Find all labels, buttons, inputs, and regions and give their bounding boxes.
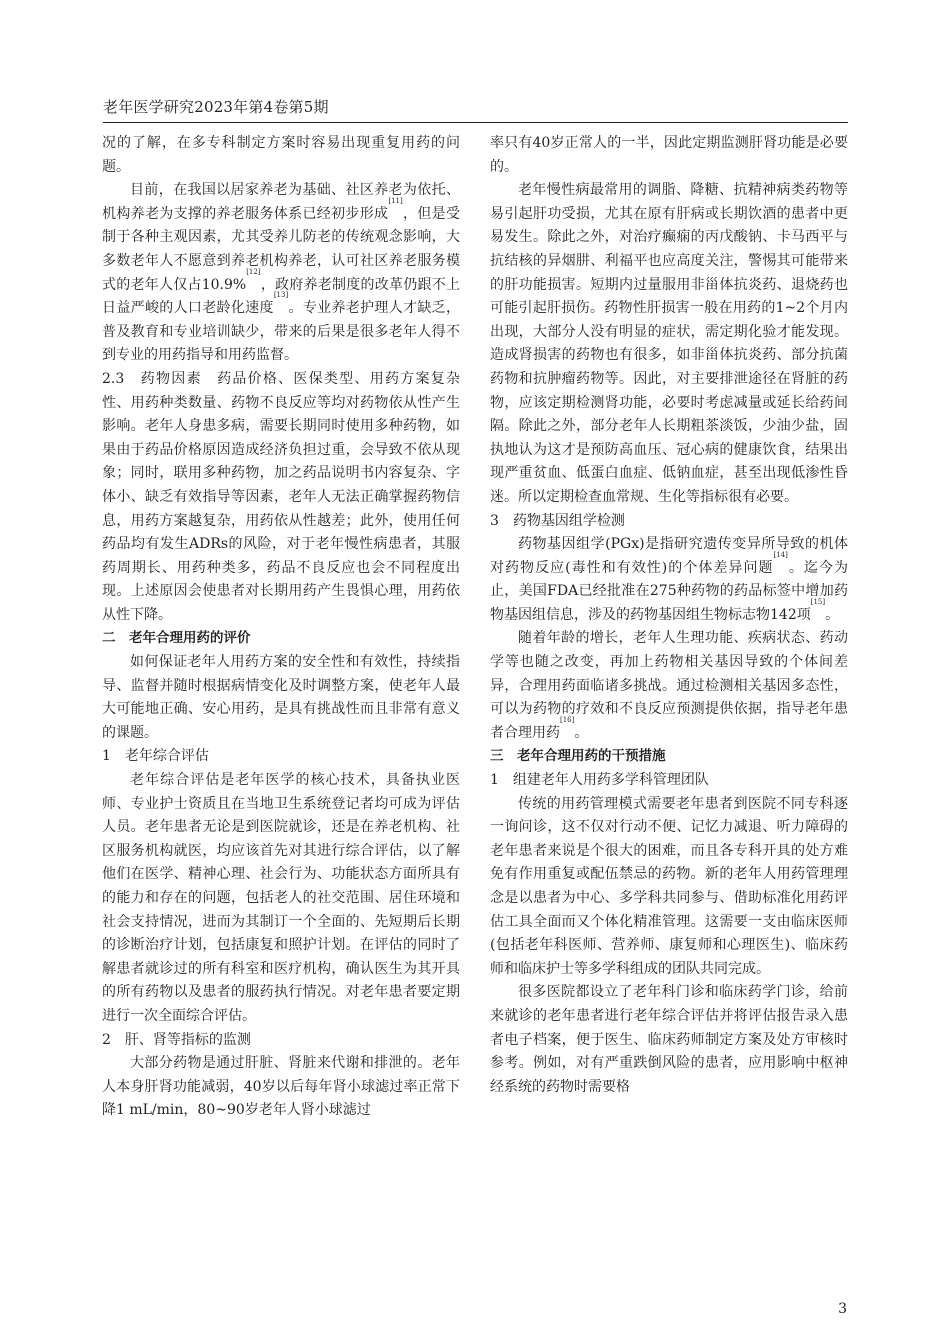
paragraph: 随着年龄的增长，老年人生理功能、疾病状态、药动学等也随之改变，再加上药物相关基因导致的个体间差异，合理用药面临诸多挑战。通过检测相关基因多态性，可以为药物的疗效和不良反应预测提供依据，指导老年患者合理用药[16]。: [490, 630, 848, 741]
subsection-paragraph: 2.3 药物因素 药品价格、医保类型、用药方案复杂性、用药种类数量、药物不良反应等均对药物依从性产生影响。老年人身患多病，需要长期同时使用多种药物，如果由于药品价格原因造成经济负担过重，会导致不依从现象；同时，联用多种药物，加之药品说明书内容复杂、字体小、缺乏有效指导等因素，老年人无法正确掌握药物信息，用药方案越复杂，用药依从性越差；此外，使用任何药品均有发生ADRs的风险，对于老年慢性病患者，其服药周期长、用药种类多，药品不良反应也会不同程度出现。上述原因会使患者对长期用药产生畏惧心理，用药依从性下降。: [102, 370, 460, 623]
section-heading: 三 老年合理用药的干预措施: [490, 748, 666, 765]
right-column: [490, 132, 848, 1099]
left-column: [102, 132, 460, 1123]
running-header: 老年医学研究2023年第4卷第5期: [103, 98, 329, 116]
page-number: 3: [838, 1301, 847, 1317]
paragraph: 药物基因组学(PGx)是指研究遗传变异所导致的机体对药物反应(毒性和有效性)的个体差异问题[14]。迄今为止，美国FDA已经批准在275种药物的药品标签中增加药物基因组信息，涉及的药物基因组生物标志物142项[15]。: [490, 536, 848, 623]
citation[interactable]: [12]: [246, 267, 261, 276]
paragraph: 率只有40岁正常人的一半，因此定期监测肝肾功能是必要的。: [490, 135, 848, 175]
paragraph: 大部分药物是通过肝脏、肾脏来代谢和排泄的。老年人本身肝肾功能减弱，40岁以后每年肾小球滤过率正常下降1 mL/min，80~90岁老年人肾小球滤过: [102, 1055, 460, 1119]
citation[interactable]: [14]: [773, 550, 788, 559]
paragraph: 很多医院都设立了老年科门诊和临床药学门诊，给前来就诊的老年患者进行老年综合评估并将评估报告录入患者电子档案，便于医生、临床药师制定方案及处方审核时参考。例如，对有严重跌倒风险的患者，应用影响中枢神经系统的药物时需要格: [490, 984, 848, 1095]
citation[interactable]: [15]: [810, 597, 826, 606]
paragraph: 如何保证老年人用药方案的安全性和有效性，持续指导、监督并随时根据病情变化及时调整方案，使老年人最大可能地正确、安心用药，是具有挑战性而且非常有意义的课题。: [102, 654, 460, 741]
paragraph: 老年综合评估是老年医学的核心技术，具备执业医师、专业护士资质且在当地卫生系统登记者均可成为评估人员。老年患者无论是到医院就诊，还是在养老机构、社区服务机构就医，均应该首先对其进行综合评估，以了解他们在医学、精神心理、社会行为、功能状态方面所具有的能力和存在的问题，包括老人的社交范围、居住环境和社会支持情况，进而为其制订一个全面的、先短期后长期的诊断治疗计划，包括康复和照护计划。在评估的同时了解患者就诊过的所有科室和医疗机构，确认医生为其开具的所有药物以及患者的服药执行情况。对老年患者要定期进行一次全面综合评估。: [102, 772, 460, 1024]
paragraph: 目前，在我国以居家养老为基础、社区养老为依托、机构养老为支撑的养老服务体系已经初步形成[11]，但是受制于各种主观因素，尤其受养儿防老的传统观念影响，大多数老年人不愿意到养老机构养老，认可社区养老服务模式的老年人仅占10.9%[12]，政府养老制度的改革仍跟不上日益严峻的人口老龄化速度[13]。专业养老护理人才缺乏，普及教育和专业培训缺少，带来的后果是很多老年人得不到专业的用药指导和用药监督。: [102, 182, 461, 364]
paragraph: 况的了解，在多专科制定方案时容易出现重复用药的问题。: [102, 135, 460, 175]
citation[interactable]: [16]: [560, 715, 575, 724]
paragraph: 老年慢性病最常用的调脂、降糖、抗精神病类药物等易引起肝功受损，尤其在原有肝病或长期饮酒的患者中更易发生。除此之外，对治疗癫痫的丙戊酸钠、卡马西平与抗结核的异烟肼、利福平也应高度关注，警惕其可能带来的肝功能损害。短期内过量服用非甾体抗炎药、退烧药也可能引起肝损伤。药物性肝损害一般在用药的1~2个月内出现，大部分人没有明显的症状，需定期化验才能发现。造成肾损害的药物也有很多，如非甾体抗炎药、部分抗菌药物和抗肿瘤药物等。因此，对主要排泄途径在肾脏的药物，应该定期检测肾功能，必要时考虑减量或延长给药间隔。除此之外，部分老年人长期粗茶淡饭，少油少盐，固执地认为这才是预防高血压、冠心病的健康饮食，结果出现严重贫血、低蛋白血症、低钠血症，甚至出现低渗性昏迷。所以定期检查血常规、生化等指标很有必要。: [490, 182, 848, 505]
citation[interactable]: [11]: [388, 196, 403, 205]
header-rule: [103, 122, 848, 123]
subsection-heading: 3 药物基因组学检测: [490, 512, 625, 529]
citation[interactable]: [13]: [273, 291, 289, 300]
paragraph: 传统的用药管理模式需要老年患者到医院不同专科逐一询问诊，这不仅对行动不便、记忆力减退、听力障碍的老年患者来说是个很大的困难，而且各专科开具的处方难免有作用重复或配伍禁忌的药物。新的老年人用药管理理念是以患者为中心、多学科共同参与、借助标准化用药评估工具全面而又个体化精准管理。这需要一支由临床医师(包括老年科医师、营养师、康复师和心理医生)、临床药师和临床护士等多学科组成的团队共同完成。: [490, 795, 848, 977]
subsection-heading: 2 肝、肾等指标的监测: [102, 1031, 251, 1048]
subsection-heading: 1 老年综合评估: [102, 748, 209, 765]
section-heading: 二 老年合理用药的评价: [102, 630, 251, 647]
subsection-heading: 1 组建老年人用药多学科管理团队: [490, 772, 709, 789]
